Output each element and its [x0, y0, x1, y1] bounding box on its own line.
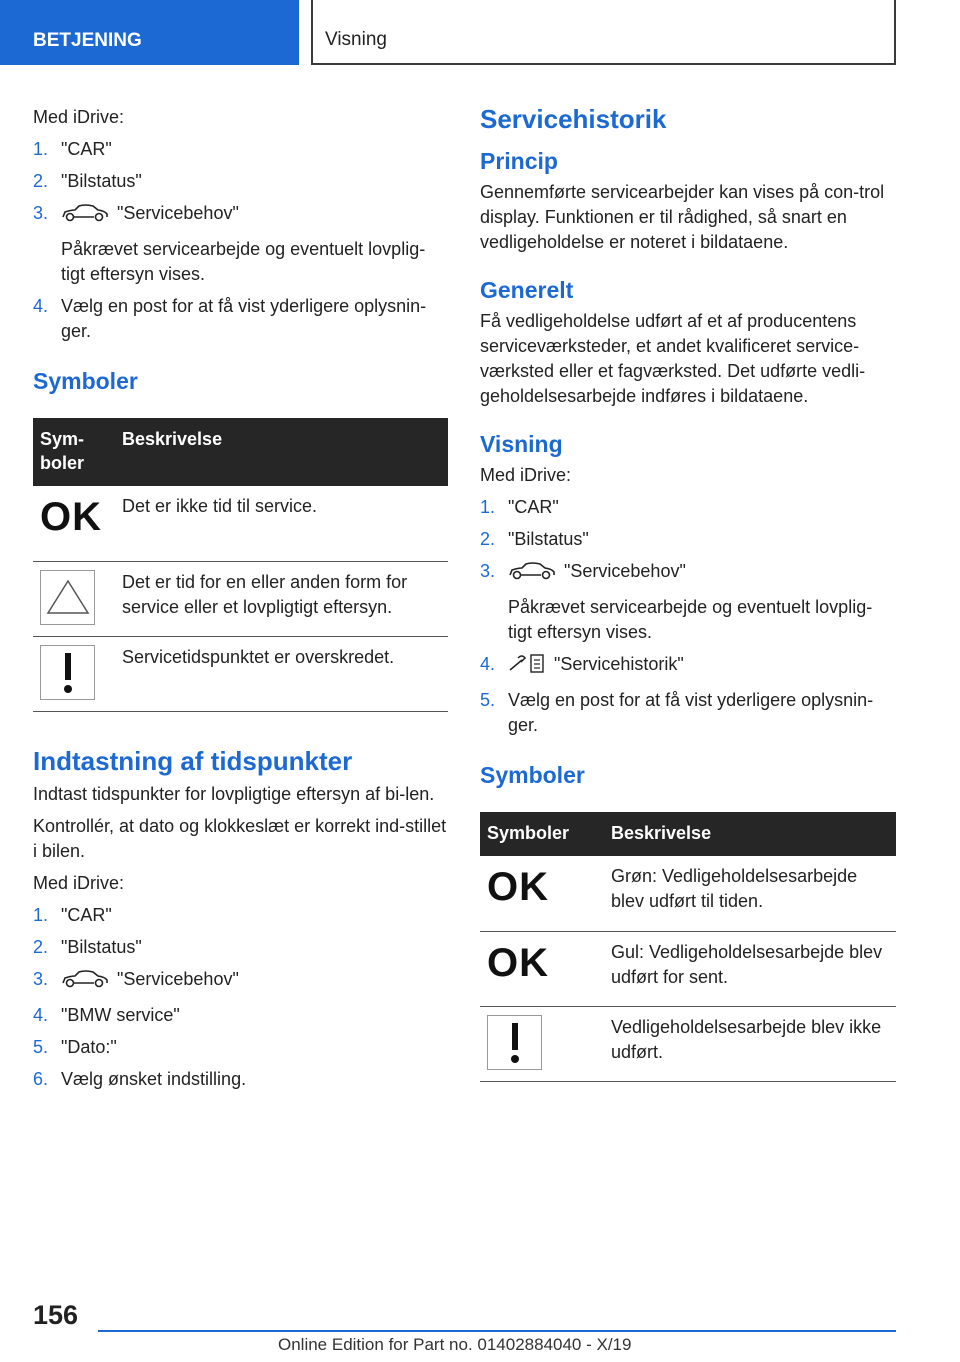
left-column [33, 100, 448, 1099]
list-item [33, 137, 448, 162]
generelt-text: Få vedligeholdelse udført af et af producentens serviceværksteder, et andet kvalificeret service-værksted eller et fagværksted. Det udførte vedli-geholdelsesarbejde indføres i bildataene. [480, 311, 866, 406]
symbols-table [480, 812, 896, 1082]
step-text: "Servicebehov" [117, 203, 239, 223]
exclamation-icon [40, 645, 95, 700]
list-item [33, 967, 448, 996]
symbols-heading: Symboler [480, 762, 585, 788]
list-item [33, 1067, 448, 1092]
step-number: 5. [33, 1036, 49, 1057]
car-service-icon [61, 969, 109, 996]
car-service-icon [61, 203, 109, 230]
entry-paragraph-1: Indtast tidspunkter for lovpligtige eftersyn af bi-len. [33, 783, 435, 804]
right-column [480, 100, 896, 1082]
step-number: 4. [480, 654, 496, 674]
page-number: 156 [33, 1300, 79, 1330]
step-number: 5. [480, 690, 496, 710]
table-row [480, 856, 896, 931]
edition-note: Online Edition for Part no. 01402884040 - X/19 [278, 1335, 632, 1354]
list-item [480, 652, 896, 681]
exclamation-icon [487, 1015, 542, 1070]
step-text: "BMW service" [61, 1004, 180, 1025]
step-text: "Servicebehov" [117, 968, 239, 989]
princip-text: Gennemførte servicearbejder kan vises på con-trol display. Funktionen er til rådighed, så snart en vedligeholdelse er noteret i bildataene. [480, 182, 885, 252]
step-subtext: Påkrævet servicearbejde og eventuelt lovplig-tigt eftersyn vises. [508, 597, 873, 642]
step-number: 6. [33, 1068, 49, 1089]
idrive-intro: Med iDrive: [33, 107, 125, 127]
service-history-icon [508, 652, 546, 681]
list-item [480, 495, 896, 520]
step-text: "CAR" [61, 139, 112, 159]
table-cell: Gul: Vedligeholdelsesarbejde blev udført for sent. [604, 931, 896, 1006]
list-item [480, 527, 896, 552]
step-text: Vælg ønsket indstilling. [61, 1068, 247, 1089]
princip-heading: Princip [480, 148, 558, 174]
step-text: "Servicehistorik" [554, 654, 684, 674]
table-row [33, 486, 448, 561]
step-number: 3. [33, 968, 49, 989]
step-number: 4. [33, 296, 49, 316]
step-text: "CAR" [61, 904, 112, 925]
visning-heading: Visning [480, 431, 563, 457]
table-cell: Servicetidspunktet er overskredet. [115, 636, 448, 711]
table-cell: Vedligeholdelsesarbejde blev ikke udført. [604, 1006, 896, 1081]
step-text: "Servicebehov" [564, 561, 686, 581]
list-item [33, 169, 448, 194]
step-number: 3. [480, 561, 496, 581]
table-cell: Grøn: Vedligeholdelsesarbejde blev udført til tiden. [604, 856, 896, 931]
symbols-table [33, 418, 448, 712]
section-tab: BETJENING [0, 0, 299, 65]
table-row [33, 561, 448, 636]
step-number: 4. [33, 1004, 49, 1025]
list-item [33, 294, 448, 344]
step-subtext: Påkrævet servicearbejde og eventuelt lovplig-tigt eftersyn vises. [61, 239, 426, 284]
list-item [33, 1035, 448, 1060]
service-history-title: Servicehistorik [480, 104, 667, 134]
triangle-icon [40, 570, 95, 625]
table-header: Sym-boler [33, 418, 115, 486]
step-text: Vælg en post for at få vist yderligere oplysnin-ger. [61, 296, 427, 341]
table-header: Beskrivelse [604, 812, 896, 856]
steps-list-1 [33, 137, 448, 344]
visning-intro: Med iDrive: [480, 465, 572, 485]
list-item [33, 935, 448, 960]
table-cell: Det er tid for en eller anden form for service eller et lovpligtigt eftersyn. [115, 561, 448, 636]
entry-paragraph-2: Kontrollér, at dato og klokkeslæt er korrekt ind-stillet i bilen. [33, 815, 447, 861]
footer-divider [98, 1330, 896, 1332]
symbols-heading: Symboler [33, 368, 138, 394]
entry-heading: Indtastning af tidspunkter [33, 745, 353, 776]
step-text: "CAR" [508, 497, 559, 517]
ok-symbol: OK [487, 865, 549, 909]
step-number: 2. [33, 936, 49, 957]
table-cell: Det er ikke tid til service. [115, 486, 448, 561]
generelt-heading: Generelt [480, 277, 574, 303]
step-text: "Bilstatus" [61, 936, 142, 957]
list-item [480, 559, 896, 645]
step-number: 2. [33, 171, 49, 191]
list-item [33, 201, 448, 287]
step-number: 1. [480, 497, 496, 517]
car-service-icon [508, 561, 556, 588]
step-number: 1. [33, 904, 49, 925]
steps-list-3 [480, 495, 896, 738]
entry-intro: Med iDrive: [33, 872, 125, 893]
step-number: 3. [33, 203, 49, 223]
ok-symbol: OK [40, 495, 102, 539]
table-header: Beskrivelse [115, 418, 448, 486]
step-number: 1. [33, 139, 49, 159]
step-text: Vælg en post for at få vist yderligere oplysnin-ger. [508, 690, 874, 735]
ok-symbol: OK [487, 940, 549, 985]
chapter-tab: Visning [311, 0, 896, 65]
step-text: "Bilstatus" [61, 171, 142, 191]
table-row [480, 1006, 896, 1081]
table-header: Symboler [480, 812, 604, 856]
table-row [33, 636, 448, 711]
step-number: 2. [480, 529, 496, 549]
steps-list-2 [33, 903, 448, 1092]
list-item [33, 1003, 448, 1028]
step-text: "Dato:" [61, 1036, 117, 1057]
step-text: "Bilstatus" [508, 529, 589, 549]
table-row [480, 931, 896, 1006]
list-item [33, 903, 448, 928]
list-item [480, 688, 896, 738]
